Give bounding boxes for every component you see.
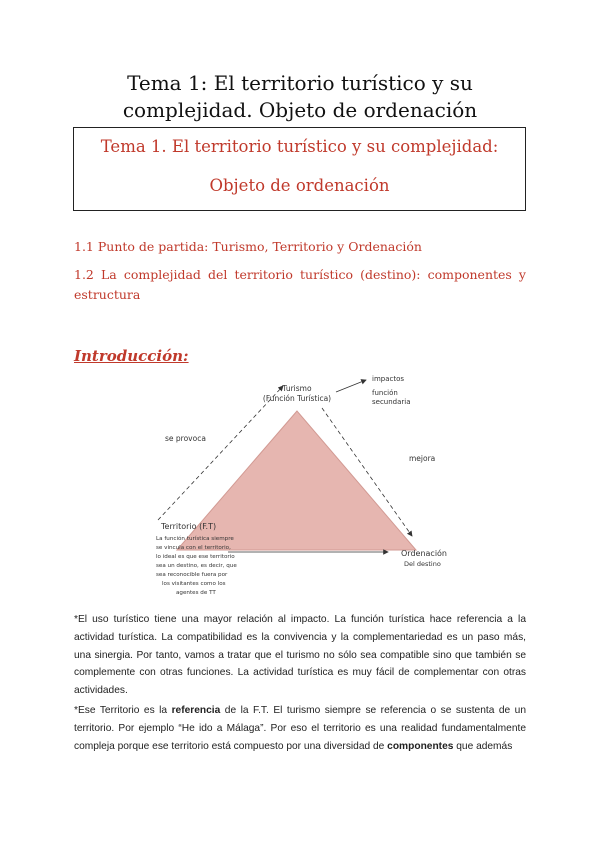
paragraph-2 bbox=[74, 702, 526, 755]
toc-item-2: 1.2 La complejidad del territorio turístico (destino): componentes y estructura bbox=[74, 267, 526, 302]
title-box bbox=[73, 127, 526, 211]
label-impacts: impactos bbox=[372, 375, 405, 383]
paragraph-2-part-a: *Ese Territorio es la bbox=[74, 705, 172, 716]
title-box-line2: Objeto de ordenación bbox=[209, 176, 390, 195]
paragraph-2-bold-componentes: componentes bbox=[387, 740, 454, 752]
title-box-line1: Tema 1. El territorio turístico y su complejidad: bbox=[100, 137, 499, 156]
territory-note-2: se vincula con el territorio, bbox=[156, 545, 231, 551]
territory-note-4: sea un destino, es decir, que bbox=[156, 563, 237, 569]
territory-note-5: sea reconocible fuera por bbox=[156, 572, 228, 578]
label-provokes: se provoca bbox=[165, 434, 206, 443]
document-title bbox=[0, 70, 600, 124]
label-secondary-2: secundaria bbox=[372, 398, 411, 406]
label-tourism: Turismo bbox=[282, 384, 312, 393]
document-title-line2: complejidad. Objeto de ordenación bbox=[122, 98, 478, 122]
label-destination: Del destino bbox=[404, 560, 441, 568]
paragraph-2-bold-referencia: referencia bbox=[171, 705, 221, 716]
paragraph-2-part-c: de la F.T. El turismo siempre se referencia o se sustenta de un territorio. Por ejemplo “He ido a Málaga”. Por eso el territorio es una realidad fundamentalmente compleja porque ese territorio está compuesto por una diversidad de bbox=[74, 705, 526, 752]
paragraph-1: *El uso turístico tiene una mayor relación al impacto. La función turística hace referencia a la actividad turística. La compatibilidad es la convivencia y la complementariedad es un paso más, una sinergia. Por tanto, vamos a tratar que el turismo no sólo sea compatible sino que también se complemente con otras funciones. La actividad turística es muy fácil de complementar con otras actividades. bbox=[74, 614, 526, 697]
document-title-line1: Tema 1: El territorio turístico y su bbox=[127, 71, 473, 95]
tourism-diagram bbox=[0, 370, 600, 610]
label-improve: mejora bbox=[409, 454, 436, 463]
paragraph-2-part-e: que además bbox=[453, 740, 513, 752]
label-secondary-1: función bbox=[372, 389, 398, 397]
territory-note-3: lo ideal es que ese territorio bbox=[156, 554, 235, 560]
arrow-impacts bbox=[336, 380, 366, 392]
toc-item-1: 1.1 Punto de partida: Turismo, Territorio y Ordenación bbox=[74, 239, 422, 254]
territory-note-6: los visitantes como los bbox=[162, 581, 226, 587]
intro-heading: Introducción: bbox=[74, 347, 189, 365]
label-territory: Territorio (F.T) bbox=[161, 522, 217, 531]
label-tourism-function: (Función Turística) bbox=[262, 394, 332, 403]
label-ordering: Ordenación bbox=[401, 549, 448, 558]
territory-note-7: agentes de TT bbox=[176, 590, 216, 596]
territory-note-1: La función turística siempre bbox=[156, 536, 234, 542]
